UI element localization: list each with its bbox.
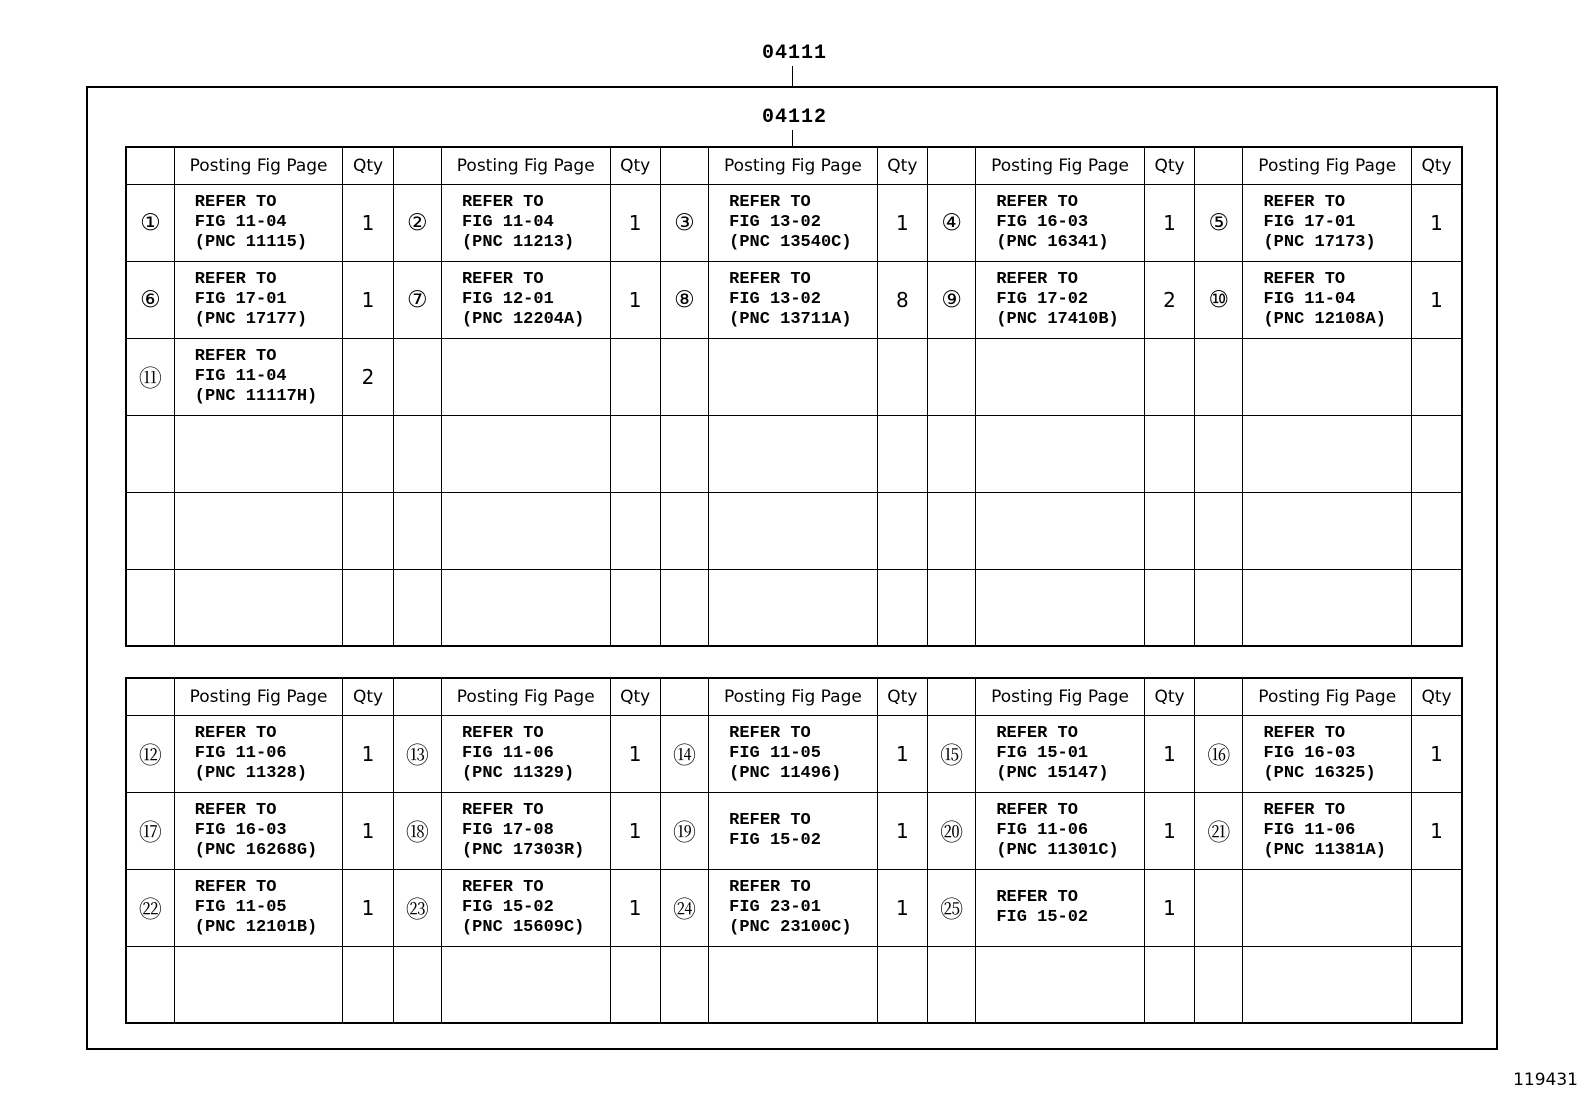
- quantity: [877, 492, 927, 569]
- item-number: [126, 492, 174, 569]
- item-number: ⑲: [660, 792, 708, 869]
- reference-line: REFER TO: [996, 800, 1078, 820]
- quantity: 1: [1412, 184, 1462, 261]
- reference-line: REFER TO: [996, 887, 1078, 907]
- reference-line: FIG 16-03: [996, 212, 1089, 232]
- reference-cell: [1243, 715, 1412, 792]
- reference-cell: [709, 715, 878, 792]
- header-num-cell: [393, 678, 441, 715]
- reference-line: FIG 17-02: [996, 289, 1089, 309]
- reference-cell: [976, 569, 1145, 646]
- quantity: [610, 946, 660, 1023]
- quantity: [1412, 869, 1462, 946]
- reference-line: (PNC 17173): [1263, 232, 1376, 252]
- item-number: ⑨: [928, 261, 976, 338]
- header-qty: Qty: [1144, 678, 1194, 715]
- quantity: 2: [1144, 261, 1194, 338]
- reference-line: FIG 11-04: [194, 212, 287, 232]
- quantity: [1144, 338, 1194, 415]
- reference-line: FIG 16-03: [194, 820, 287, 840]
- header-posting-fig-page: Posting Fig Page: [709, 678, 878, 715]
- quantity: 2: [343, 338, 393, 415]
- reference-cell: [976, 715, 1145, 792]
- reference-line: FIG 11-06: [1263, 820, 1356, 840]
- quantity: [343, 415, 393, 492]
- reference-line: (PNC 15609C): [461, 917, 585, 937]
- reference-cell: [709, 184, 878, 261]
- reference-line: REFER TO: [996, 192, 1078, 212]
- item-number: ㉓: [393, 869, 441, 946]
- item-number: [393, 946, 441, 1023]
- header-num-cell: [660, 147, 708, 184]
- header-num-cell: [1195, 678, 1243, 715]
- header-posting-fig-page: Posting Fig Page: [174, 147, 343, 184]
- item-number: ②: [393, 184, 441, 261]
- reference-line: REFER TO: [1263, 192, 1346, 212]
- quantity: [610, 338, 660, 415]
- reference-cell: [1243, 184, 1412, 261]
- quantity: [1144, 569, 1194, 646]
- quantity: 1: [1412, 261, 1462, 338]
- reference-cell: [1243, 569, 1412, 646]
- item-number: ㉔: [660, 869, 708, 946]
- leader-line-outer: [792, 66, 793, 86]
- reference-line: FIG 11-06: [194, 743, 287, 763]
- reference-line: FIG 12-01: [461, 289, 554, 309]
- header-num-cell: [1195, 147, 1243, 184]
- quantity: 1: [610, 184, 660, 261]
- item-number: ④: [928, 184, 976, 261]
- table-row: [126, 715, 1462, 792]
- quantity: 8: [877, 261, 927, 338]
- quantity: 1: [610, 715, 660, 792]
- reference-line: (PNC 12101B): [194, 917, 318, 937]
- reference-line: (PNC 16268G): [194, 840, 318, 860]
- quantity: 1: [610, 261, 660, 338]
- item-number: ⑪: [126, 338, 174, 415]
- header-posting-fig-page: Posting Fig Page: [441, 678, 610, 715]
- reference-cell: [441, 569, 610, 646]
- reference-cell: [1243, 792, 1412, 869]
- quantity: 1: [877, 715, 927, 792]
- reference-line: FIG 17-08: [461, 820, 554, 840]
- reference-cell: [976, 338, 1145, 415]
- quantity: [610, 492, 660, 569]
- item-number: [1195, 492, 1243, 569]
- quantity: 1: [877, 184, 927, 261]
- reference-line: REFER TO: [729, 192, 811, 212]
- table-row: [126, 792, 1462, 869]
- quantity: 1: [877, 869, 927, 946]
- item-number: ⑯: [1195, 715, 1243, 792]
- header-qty: Qty: [343, 147, 393, 184]
- reference-cell: [1243, 261, 1412, 338]
- table-row: [126, 569, 1462, 646]
- reference-cell: [441, 946, 610, 1023]
- reference-line: REFER TO: [461, 800, 544, 820]
- reference-line: FIG 17-01: [194, 289, 287, 309]
- item-number: [1195, 869, 1243, 946]
- item-number: [126, 946, 174, 1023]
- header-posting-fig-page: Posting Fig Page: [1243, 147, 1412, 184]
- assembly-label-04112: 04112: [762, 106, 828, 129]
- reference-line: FIG 13-02: [729, 212, 821, 232]
- table-row: [126, 338, 1462, 415]
- quantity: [610, 415, 660, 492]
- assembly-label-04111: 04111: [762, 42, 828, 65]
- reference-line: (PNC 12108A): [1263, 309, 1386, 329]
- figure-id: 119431: [1513, 1070, 1578, 1090]
- item-number: ⑰: [126, 792, 174, 869]
- quantity: [1144, 492, 1194, 569]
- quantity: [1412, 338, 1462, 415]
- reference-cell: [174, 338, 343, 415]
- reference-cell: [441, 492, 610, 569]
- item-number: ⑫: [126, 715, 174, 792]
- reference-table-lower: [125, 677, 1463, 1024]
- quantity: [343, 946, 393, 1023]
- reference-line: REFER TO: [1263, 723, 1346, 743]
- quantity: [1144, 415, 1194, 492]
- reference-cell: [441, 415, 610, 492]
- reference-line: FIG 16-03: [1263, 743, 1356, 763]
- reference-cell: [976, 184, 1145, 261]
- reference-line: REFER TO: [194, 346, 277, 366]
- reference-line: FIG 13-02: [729, 289, 821, 309]
- reference-line: (PNC 11496): [729, 763, 842, 783]
- reference-line: REFER TO: [461, 723, 544, 743]
- item-number: ㉒: [126, 869, 174, 946]
- item-number: [126, 569, 174, 646]
- item-number: ⑥: [126, 261, 174, 338]
- item-number: ⑭: [660, 715, 708, 792]
- reference-cell: [441, 184, 610, 261]
- reference-cell: [441, 338, 610, 415]
- quantity: 1: [343, 184, 393, 261]
- quantity: 1: [1144, 869, 1194, 946]
- header-posting-fig-page: Posting Fig Page: [709, 147, 878, 184]
- reference-line: FIG 15-02: [729, 830, 821, 850]
- item-number: ③: [660, 184, 708, 261]
- quantity: 1: [343, 792, 393, 869]
- quantity: [1412, 415, 1462, 492]
- quantity: [610, 569, 660, 646]
- reference-line: (PNC 11381A): [1263, 840, 1386, 860]
- item-number: ⑱: [393, 792, 441, 869]
- header-num-cell: [126, 678, 174, 715]
- reference-cell: [976, 946, 1145, 1023]
- reference-cell: [174, 946, 343, 1023]
- quantity: [343, 492, 393, 569]
- reference-line: FIG 23-01: [729, 897, 821, 917]
- item-number: [393, 492, 441, 569]
- reference-line: REFER TO: [996, 723, 1078, 743]
- reference-line: (PNC 11329): [461, 763, 575, 783]
- reference-line: (PNC 11117H): [194, 386, 318, 406]
- reference-line: REFER TO: [729, 723, 811, 743]
- reference-line: (PNC 16341): [996, 232, 1109, 252]
- item-number: [660, 415, 708, 492]
- table-row: [126, 492, 1462, 569]
- header-posting-fig-page: Posting Fig Page: [174, 678, 343, 715]
- quantity: 1: [343, 261, 393, 338]
- reference-cell: [709, 946, 878, 1023]
- item-number: ⑳: [928, 792, 976, 869]
- header-qty: Qty: [1412, 678, 1462, 715]
- reference-line: FIG 15-02: [461, 897, 554, 917]
- reference-cell: [1243, 492, 1412, 569]
- reference-cell: [976, 869, 1145, 946]
- reference-cell: [976, 492, 1145, 569]
- table-row: [126, 261, 1462, 338]
- item-number: ⑩: [1195, 261, 1243, 338]
- reference-line: (PNC 15147): [996, 763, 1109, 783]
- table-row: [126, 946, 1462, 1023]
- item-number: [928, 492, 976, 569]
- header-row: [126, 678, 1462, 715]
- quantity: [1412, 569, 1462, 646]
- item-number: [393, 415, 441, 492]
- reference-cell: [441, 715, 610, 792]
- quantity: [1144, 946, 1194, 1023]
- header-qty: Qty: [1412, 147, 1462, 184]
- quantity: 1: [1144, 715, 1194, 792]
- reference-cell: [1243, 946, 1412, 1023]
- reference-line: FIG 11-06: [996, 820, 1089, 840]
- item-number: [660, 338, 708, 415]
- reference-line: FIG 11-05: [729, 743, 821, 763]
- quantity: 1: [1412, 715, 1462, 792]
- item-number: [928, 415, 976, 492]
- reference-cell: [709, 415, 878, 492]
- reference-line: FIG 15-01: [996, 743, 1089, 763]
- table-row: [126, 184, 1462, 261]
- header-qty: Qty: [877, 678, 927, 715]
- reference-line: (PNC 13540C): [729, 232, 852, 252]
- reference-line: REFER TO: [194, 800, 277, 820]
- reference-cell: [976, 415, 1145, 492]
- table-row: [126, 869, 1462, 946]
- reference-line: REFER TO: [461, 269, 544, 289]
- quantity: 1: [1144, 184, 1194, 261]
- quantity: [343, 569, 393, 646]
- reference-line: REFER TO: [996, 269, 1078, 289]
- item-number: [1195, 569, 1243, 646]
- item-number: [1195, 338, 1243, 415]
- item-number: ㉑: [1195, 792, 1243, 869]
- reference-line: FIG 11-06: [461, 743, 554, 763]
- quantity: [877, 415, 927, 492]
- reference-cell: [976, 792, 1145, 869]
- quantity: [877, 338, 927, 415]
- quantity: [877, 569, 927, 646]
- reference-line: REFER TO: [194, 723, 277, 743]
- header-posting-fig-page: Posting Fig Page: [976, 678, 1145, 715]
- quantity: 1: [343, 869, 393, 946]
- reference-cell: [976, 261, 1145, 338]
- item-number: [660, 569, 708, 646]
- reference-cell: [709, 338, 878, 415]
- item-number: [1195, 946, 1243, 1023]
- reference-cell: [174, 792, 343, 869]
- reference-cell: [709, 261, 878, 338]
- header-qty: Qty: [343, 678, 393, 715]
- quantity: 1: [877, 792, 927, 869]
- item-number: [126, 415, 174, 492]
- item-number: ⑬: [393, 715, 441, 792]
- item-number: [1195, 415, 1243, 492]
- item-number: ㉕: [928, 869, 976, 946]
- item-number: ⑦: [393, 261, 441, 338]
- quantity: [1412, 492, 1462, 569]
- reference-line: FIG 15-02: [996, 907, 1089, 927]
- header-num-cell: [126, 147, 174, 184]
- reference-cell: [174, 415, 343, 492]
- reference-line: REFER TO: [461, 192, 544, 212]
- reference-cell: [1243, 338, 1412, 415]
- item-number: ①: [126, 184, 174, 261]
- reference-line: (PNC 23100C): [729, 917, 852, 937]
- header-num-cell: [928, 678, 976, 715]
- reference-cell: [174, 869, 343, 946]
- reference-line: (PNC 17303R): [461, 840, 585, 860]
- header-qty: Qty: [877, 147, 927, 184]
- reference-cell: [174, 492, 343, 569]
- reference-cell: [174, 184, 343, 261]
- reference-cell: [174, 715, 343, 792]
- reference-line: FIG 11-05: [194, 897, 287, 917]
- reference-line: (PNC 13711A): [729, 309, 852, 329]
- table-row: [126, 415, 1462, 492]
- item-number: [393, 569, 441, 646]
- header-row: [126, 147, 1462, 184]
- quantity: 1: [610, 792, 660, 869]
- reference-line: FIG 17-01: [1263, 212, 1356, 232]
- reference-line: FIG 11-04: [194, 366, 287, 386]
- reference-cell: [709, 869, 878, 946]
- item-number: [928, 946, 976, 1023]
- quantity: 1: [1412, 792, 1462, 869]
- header-posting-fig-page: Posting Fig Page: [1243, 678, 1412, 715]
- reference-line: FIG 11-04: [461, 212, 554, 232]
- reference-line: REFER TO: [194, 192, 277, 212]
- header-num-cell: [928, 147, 976, 184]
- reference-line: REFER TO: [194, 269, 277, 289]
- reference-line: REFER TO: [729, 269, 811, 289]
- quantity: [1412, 946, 1462, 1023]
- reference-line: (PNC 17410B): [996, 309, 1119, 329]
- reference-line: (PNC 12204A): [461, 309, 585, 329]
- reference-table-upper: [125, 146, 1463, 647]
- header-qty: Qty: [1144, 147, 1194, 184]
- reference-line: (PNC 11213): [461, 232, 575, 252]
- reference-cell: [174, 261, 343, 338]
- quantity: [877, 946, 927, 1023]
- header-num-cell: [393, 147, 441, 184]
- header-posting-fig-page: Posting Fig Page: [976, 147, 1145, 184]
- reference-cell: [709, 569, 878, 646]
- item-number: ⑮: [928, 715, 976, 792]
- reference-line: (PNC 17177): [194, 309, 308, 329]
- header-qty: Qty: [610, 147, 660, 184]
- header-posting-fig-page: Posting Fig Page: [441, 147, 610, 184]
- reference-cell: [709, 792, 878, 869]
- reference-line: (PNC 11328): [194, 763, 308, 783]
- quantity: 1: [1144, 792, 1194, 869]
- reference-line: REFER TO: [729, 877, 811, 897]
- quantity: 1: [343, 715, 393, 792]
- reference-cell: [174, 569, 343, 646]
- reference-line: REFER TO: [729, 810, 811, 830]
- reference-cell: [441, 261, 610, 338]
- header-qty: Qty: [610, 678, 660, 715]
- reference-cell: [1243, 869, 1412, 946]
- item-number: ⑤: [1195, 184, 1243, 261]
- reference-cell: [709, 492, 878, 569]
- item-number: [660, 946, 708, 1023]
- reference-line: (PNC 11301C): [996, 840, 1119, 860]
- leader-line-inner: [792, 130, 793, 146]
- header-num-cell: [660, 678, 708, 715]
- item-number: [393, 338, 441, 415]
- reference-line: (PNC 11115): [194, 232, 308, 252]
- item-number: ⑧: [660, 261, 708, 338]
- item-number: [928, 338, 976, 415]
- reference-cell: [441, 792, 610, 869]
- reference-line: FIG 11-04: [1263, 289, 1356, 309]
- reference-line: REFER TO: [194, 877, 277, 897]
- item-number: [928, 569, 976, 646]
- quantity: 1: [610, 869, 660, 946]
- reference-cell: [441, 869, 610, 946]
- reference-line: REFER TO: [1263, 269, 1346, 289]
- reference-line: REFER TO: [1263, 800, 1346, 820]
- item-number: [660, 492, 708, 569]
- reference-cell: [1243, 415, 1412, 492]
- reference-line: REFER TO: [461, 877, 544, 897]
- reference-line: (PNC 16325): [1263, 763, 1376, 783]
